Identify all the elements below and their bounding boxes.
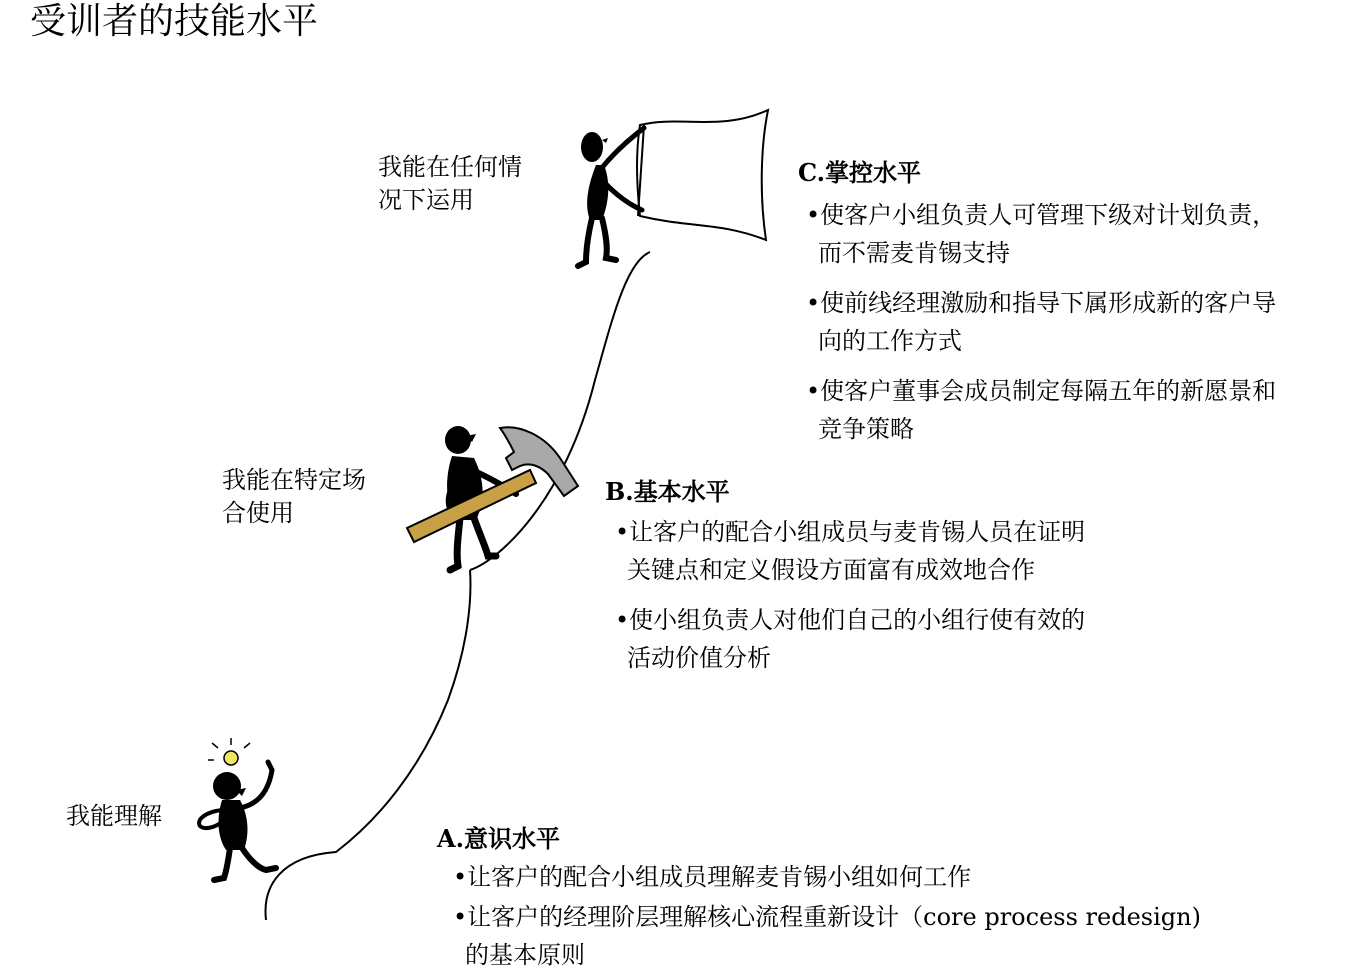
level-b-bullet-1-line-1: •让客户的配合小组成员与麦肯锡人员在证明 xyxy=(615,518,1086,546)
level-b-heading: B.基本水平 xyxy=(605,477,730,506)
level-b-bullet-1-line-2: 关键点和定义假设方面富有成效地合作 xyxy=(627,556,1035,584)
level-b-bullet-2-line-1: •使小组负责人对他们自己的小组行使有效的 xyxy=(615,606,1086,634)
mountain-curve xyxy=(266,252,650,920)
hammer-figure-icon xyxy=(407,426,578,570)
level-a-heading: A.意识水平 xyxy=(437,824,560,853)
level-c-bullet-1 xyxy=(806,196,1276,272)
level-c-bullet-3-line-2: 竞争策略 xyxy=(818,415,914,443)
flag-figure-icon xyxy=(578,110,768,266)
level-c-block xyxy=(798,156,1276,448)
level-a-bullet-1-line-1: •让客户的配合小组成员理解麦肯锡小组如何工作 xyxy=(453,863,972,891)
level-a-bullet-2-line-2: 的基本原则 xyxy=(465,941,585,969)
level-b-bullet-2 xyxy=(615,601,1085,677)
level-a-bullet-1 xyxy=(453,858,1201,896)
level-c-bullet-1-line-1: •使客户小组负责人可管理下级对计划负责， xyxy=(806,201,1277,229)
caption-middle-line-2: 合使用 xyxy=(222,499,294,527)
level-a-bullet-2-line-1: •让客户的经理阶层理解核心流程重新设计（core process redesign) xyxy=(453,903,1201,931)
caption-top-line-1: 我能在任何情 xyxy=(378,153,522,181)
page-title: 受训者的技能水平 xyxy=(30,1,319,42)
level-a-bullet-2 xyxy=(453,898,1201,974)
hammer-icon xyxy=(407,427,578,542)
level-c-bullet-2 xyxy=(806,284,1276,360)
level-c-bullet-2-line-2: 向的工作方式 xyxy=(818,327,962,355)
caption-bottom-line-1: 我能理解 xyxy=(66,802,162,830)
level-c-bullet-2-line-1: •使前线经理激励和指导下属形成新的客户导 xyxy=(806,289,1277,317)
level-c-heading: C.掌控水平 xyxy=(798,158,922,187)
level-c-bullet-3-line-1: •使客户董事会成员制定每隔五年的新愿景和 xyxy=(806,377,1277,405)
level-b-bullet-1 xyxy=(615,513,1085,589)
level-c-bullet-3 xyxy=(806,372,1276,448)
lightbulb-icon xyxy=(208,738,250,765)
caption-middle-line-1: 我能在特定场 xyxy=(222,466,366,494)
level-c-bullet-1-line-2: 而不需麦肯锡支持 xyxy=(818,239,1010,267)
level-a-block xyxy=(437,822,1201,974)
thinking-figure-icon xyxy=(199,738,276,880)
caption-top-line-2: 况下运用 xyxy=(378,186,474,214)
level-b-bullet-2-line-2: 活动价值分析 xyxy=(627,644,771,672)
caption-bottom xyxy=(66,800,162,833)
caption-top xyxy=(378,151,522,217)
caption-middle xyxy=(222,464,366,530)
level-b-block xyxy=(605,475,1085,677)
